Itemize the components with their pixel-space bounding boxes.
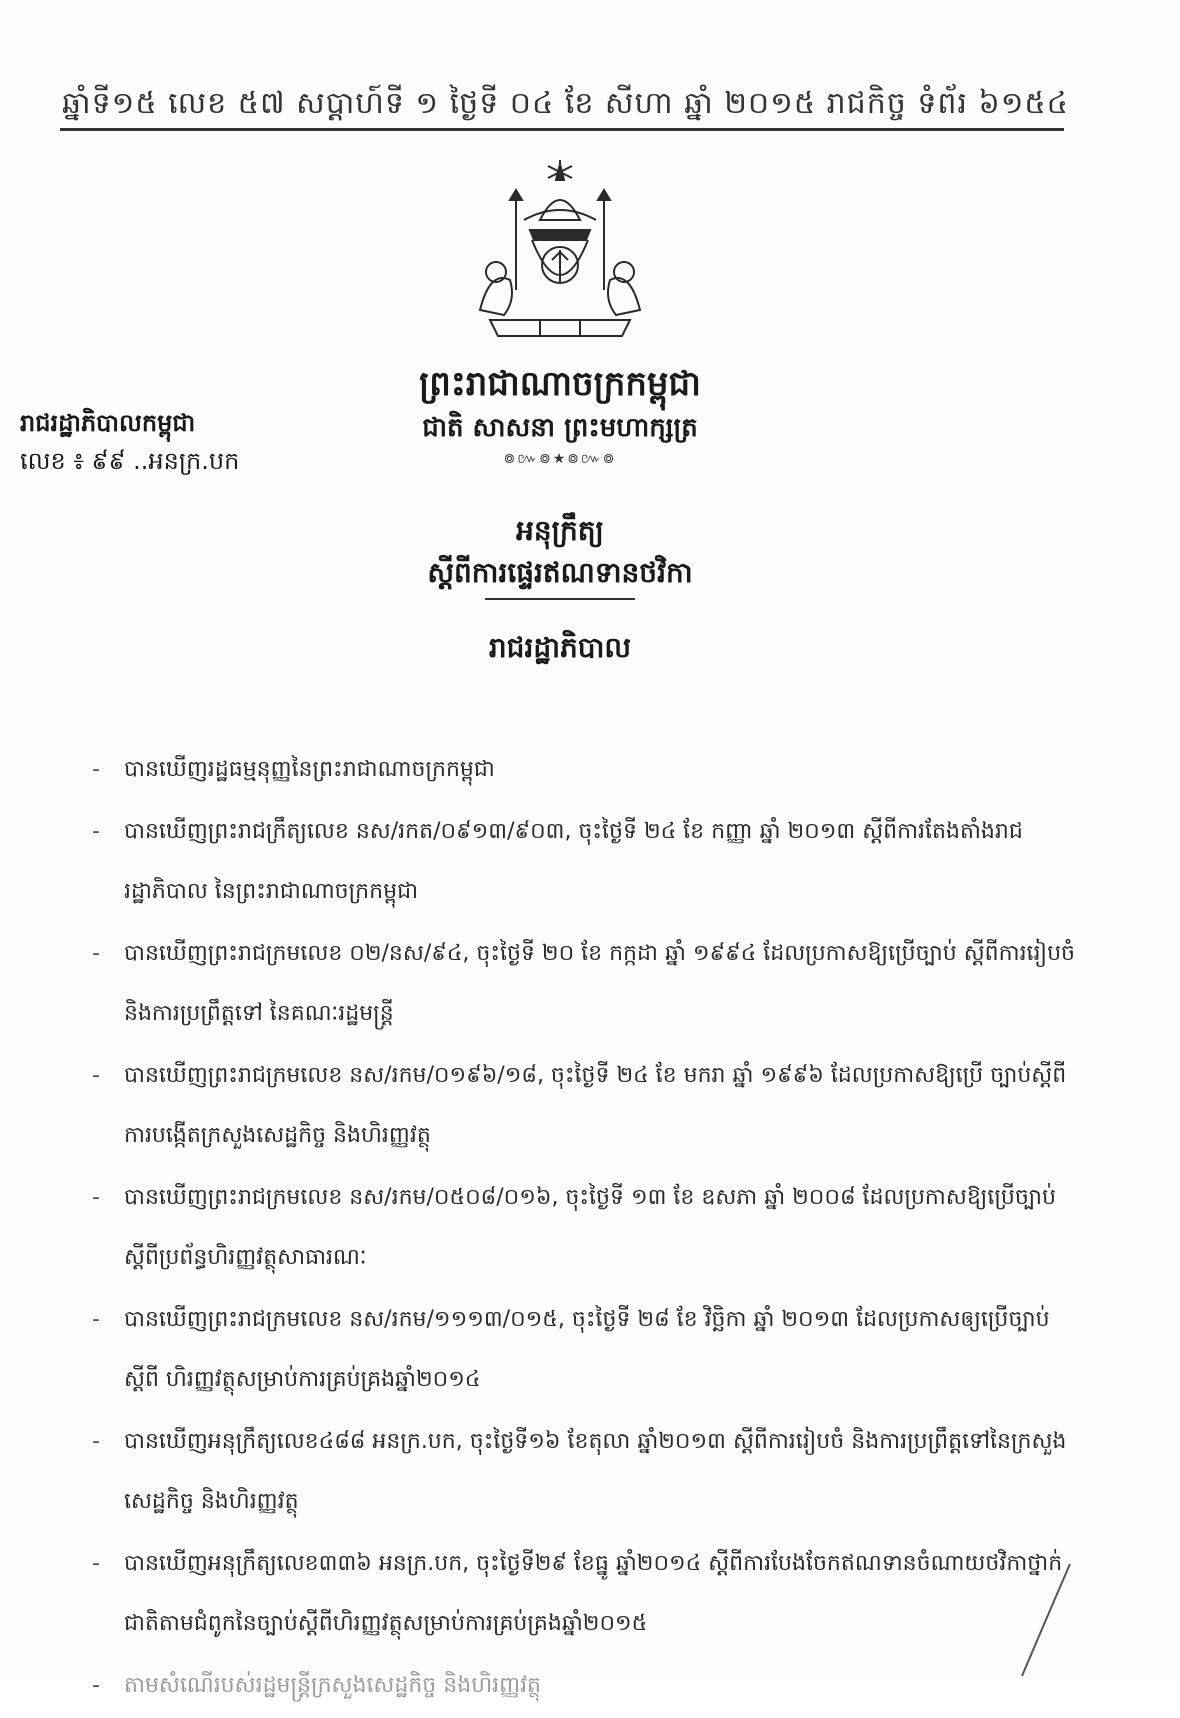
- recitals-list: [92, 740, 1082, 1718]
- royal-coat-of-arms-icon: [460, 160, 660, 340]
- recital-text: បានឃើញអនុក្រឹត្យលេខ៤៨៨ អនក្រ.បក, ចុះថ្ងៃទី១៦ ខែតុលា ឆ្នាំ២០១៣ ស្តីពីការរៀបចំ និងការប្រព្រឹត្តទៅនៃក្រសួងសេដ្ឋកិច្ច និងហិរញ្ញវត្ថុ: [124, 1429, 1067, 1514]
- pen-mark-icon: [1000, 1560, 1080, 1678]
- recital-item: [92, 924, 1082, 1044]
- dash-marker: -: [92, 1551, 100, 1576]
- ministry-name: រាជរដ្ឋាភិបាលកម្ពុជា: [20, 409, 196, 437]
- recital-item: [92, 802, 1082, 922]
- subject-divider: [485, 598, 635, 600]
- recital-text: បានឃើញអនុក្រឹត្យលេខ៣៣៦ អនក្រ.បក, ចុះថ្ងៃទី២៩ ខែធ្នូ ឆ្នាំ២០១៤ ស្តីពីការបែងចែកឥណទានចំណាយថវិកាថ្នាក់ជាតិតាមជំពូកនៃច្បាប់ស្តីពីហិរញ្ញវត្ថុសម្រាប់ការគ្រប់គ្រងឆ្នាំ២០១៥: [124, 1551, 1063, 1636]
- dash-marker: -: [92, 1429, 100, 1454]
- recital-text: បានឃើញព្រះរាជក្រមលេខ នស/រកម/១១១៣/០១៥, ចុះថ្ងៃទី ២៨ ខែ វិច្ឆិកា ឆ្នាំ ២០១៣ ដែលប្រកាសឲ្យប្រើច្បាប់ស្តីពី ហិរញ្ញវត្ថុសម្រាប់ការគ្រប់គ្រងឆ្នាំ២០១៤: [124, 1307, 1050, 1392]
- recital-item: [92, 1046, 1082, 1166]
- dash-marker: -: [92, 1063, 100, 1088]
- header-rule: [60, 128, 1064, 131]
- recital-item: [92, 1168, 1082, 1288]
- kingdom-title: ព្រះរាជាណាចក្រកម្ពុជា: [419, 364, 701, 404]
- recital-item: [92, 1412, 1082, 1532]
- recital-item: [92, 1534, 1082, 1654]
- document-type: អនុក្រឹត្យ: [516, 514, 604, 547]
- ministry-block: [20, 404, 340, 480]
- kingdom-block: [360, 360, 760, 470]
- recital-text: បានឃើញព្រះរាជក្រមលេខ ០២/នស/៩៤, ចុះថ្ងៃទី ២០ ខែ កក្កដា ឆ្នាំ ១៩៩៤ ដែលប្រកាសឱ្យប្រើច្បាប់ ស្តីពីការរៀបចំ និងការប្រព្រឹត្តទៅ នៃគណៈរដ្ឋមន្ត្រី: [124, 941, 1076, 1026]
- document-subject: ស្តីពីការផ្ទេរឥណទានថវិកា: [427, 556, 693, 589]
- recital-text: បានឃើញរដ្ឋធម្មនុញ្ញនៃព្រះរាជាណាចក្រកម្ពុជា: [124, 757, 495, 782]
- document-number: លេខ ៖ ៩៩ ..អនក្រ.បក: [20, 447, 240, 475]
- recital-item: [92, 1290, 1082, 1410]
- kingdom-motto: ជាតិ សាសនា ព្រះមហាក្សត្រ: [422, 413, 698, 443]
- recital-item: [92, 740, 1082, 800]
- dash-marker: -: [92, 819, 100, 844]
- title-ornament: ៙៚៙★៙៚៙: [503, 451, 617, 467]
- recital-text: តាមសំណើរបស់រដ្ឋមន្ត្រីក្រសួងសេដ្ឋកិច្ច និងហិរញ្ញវត្ថុ: [124, 1673, 542, 1698]
- dash-marker: -: [92, 941, 100, 966]
- dash-marker: -: [92, 1673, 100, 1698]
- issuer: រាជរដ្ឋាភិបាល: [488, 631, 632, 664]
- dash-marker: -: [92, 1185, 100, 1210]
- recital-text: បានឃើញព្រះរាជក្រឹត្យលេខ នស/រកត/០៩១៣/៩០៣, ចុះថ្ងៃទី ២៤ ខែ កញ្ញា ឆ្នាំ ២០១៣ ស្តីពីការតែងតាំងរាជរដ្ឋាភិបាល នៃព្រះរាជាណាចក្រកម្ពុជា: [124, 819, 1023, 904]
- dash-marker: -: [92, 1307, 100, 1332]
- gazette-header: ឆ្នាំទី១៥ លេខ ៥៧ សប្តាហ៍ទី ១ ថ្ងៃទី ០៤ ខែ សីហា ឆ្នាំ ២០១៥ រាជកិច្ច ទំព័រ ៦១៥៤: [62, 86, 1069, 121]
- document-heading: [330, 510, 790, 600]
- recital-text: បានឃើញព្រះរាជក្រមលេខ នស/រកម/០៥០៨/០១៦, ចុះថ្ងៃទី ១៣ ខែ ឧសភា ឆ្នាំ ២០០៨ ដែលប្រកាសឱ្យប្រើច្បាប់ស្តីពីប្រព័ន្ធហិរញ្ញវត្ថុសាធារណៈ: [124, 1185, 1056, 1270]
- dash-marker: -: [92, 757, 100, 782]
- recital-text: បានឃើញព្រះរាជក្រមលេខ នស/រកម/០១៩៦/១៨, ចុះថ្ងៃទី ២៤ ខែ មករា ឆ្នាំ ១៩៩៦ ដែលប្រកាសឱ្យប្រើ ច្បាប់ស្តីពីការបង្កើតក្រសួងសេដ្ឋកិច្ច និងហិរញ្ញវត្ថុ: [124, 1063, 1067, 1148]
- recital-item: [92, 1656, 1082, 1716]
